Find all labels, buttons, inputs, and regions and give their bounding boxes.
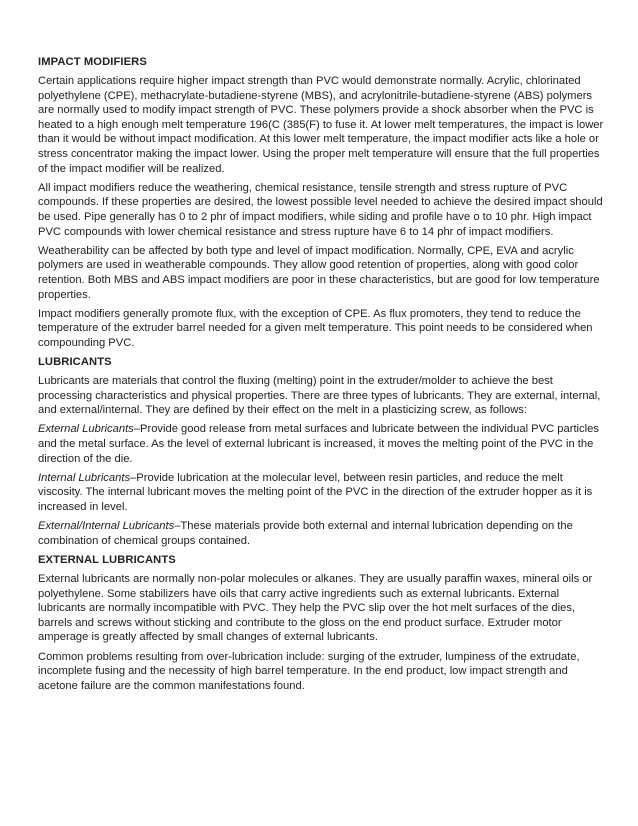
section-external-lubricants: [38, 553, 604, 693]
paragraph: [38, 650, 604, 694]
section-heading: LUBRICANTS: [38, 356, 112, 369]
section-heading: EXTERNAL LUBRICANTS: [38, 553, 176, 566]
document-page: [38, 55, 604, 698]
paragraph: [38, 74, 604, 176]
paragraph: [38, 374, 604, 418]
paragraph: [38, 471, 604, 515]
paragraph-text: –These materials provide both external and internal lubrication depending on the combination of chemical groups contained.: [38, 520, 573, 547]
paragraph-lead: External/Internal Lubricants: [38, 520, 175, 533]
paragraph: [38, 244, 604, 302]
paragraph: [38, 307, 604, 351]
paragraph-text: Weatherability can be affected by both type and level of impact modification. Normally, CPE, EVA and acrylic polymers are used in weatherable compounds. They allow good retention of properties, along with good color retention. Both MBS and ABS impact modifiers are poor in these characteristics, but are good for low temperature properties.: [38, 244, 600, 301]
paragraph: [38, 181, 604, 239]
paragraph-text: All impact modifiers reduce the weathering, chemical resistance, tensile strength and stress rupture of PVC compounds. If these properties are desired, the lowest possible level needed to achieve the desired impact should be used. Pipe generally has 0 to 2 phr of impact modifiers, while siding and profile have o to 10 phr. High impact PVC compounds with lower chemical resistance and stress rupture have 6 to 14 phr of impact modifiers.: [38, 181, 603, 238]
paragraph-text: Certain applications require higher impact strength than PVC would demonstrate normally. Acrylic, chlorinated polyethylene (CPE), methacrylate-butadiene-styrene (MBS), and acrylonitrile-butadiene-styrene (ABS) polymers are normally used to modify impact strength of PVC. These polymers provide a shock absorber when the PVC is heated to a high enough melt temperature 196(C (385(F) to fuse it. At lower melt temperatures, the impact is lower than it would be without impact modification. At this lower melt temperature, the impact modifier acts like a hole or stress concentrator making the impact lower. Using the proper melt temperature will ensure that the full properties of the impact modifier will be realized.: [38, 75, 604, 175]
paragraph-text: –Provide good release from metal surfaces and lubricate between the individual PVC particles and the metal surface. As the level of external lubricant is increased, it moves the melting point of the PVC in the direction of the die.: [38, 423, 599, 465]
paragraph-text: External lubricants are normally non-polar molecules or alkanes. They are usually paraffin waxes, mineral oils or polyethylene. Some stabilizers have oils that carry active ingredients such as external lubricants. External lubricants are normally incompatible with PVC. They help the PVC slip over the hot melt surfaces of the dies, barrels and screws without sticking and contribute to the gloss on the end product surface. Extruder motor amperage is greatly affected by small changes of external lubricants.: [38, 572, 593, 644]
section-lubricants: [38, 355, 604, 548]
paragraph-lead: External Lubricants: [38, 423, 134, 436]
paragraph: [38, 572, 604, 645]
paragraph-text: Common problems resulting from over-lubrication include: surging of the extruder, lumpiness of the extrudate, incomplete fusing and the necessity of high barrel temperature. In the end product, low impact strength and acetone failure are the common manifestations found.: [38, 650, 580, 692]
section-heading: IMPACT MODIFIERS: [38, 56, 147, 68]
paragraph-text: –Provide lubrication at the molecular level, between resin particles, and reduce the melt viscosity. The internal lubricant moves the melting point of the PVC in the direction of the extruder hopper as it is increased in level.: [38, 471, 593, 513]
paragraph: [38, 519, 604, 548]
paragraph-text: Lubricants are materials that control the fluxing (melting) point in the extruder/molder to achieve the best processing characteristics and physical properties. There are three types of lubricants. They are external, internal, and external/internal. They are defined by their effect on the melt in a plasticizing screw, as follows:: [38, 375, 601, 417]
paragraph: [38, 422, 604, 466]
paragraph-lead: Internal Lubricants: [38, 471, 131, 484]
paragraph-text: Impact modifiers generally promote flux, with the exception of CPE. As flux promoters, they tend to reduce the temperature of the extruder barrel needed for a given melt temperature. This point needs to be considered when compounding PVC.: [38, 307, 593, 349]
section-impact-modifiers: [38, 55, 604, 350]
